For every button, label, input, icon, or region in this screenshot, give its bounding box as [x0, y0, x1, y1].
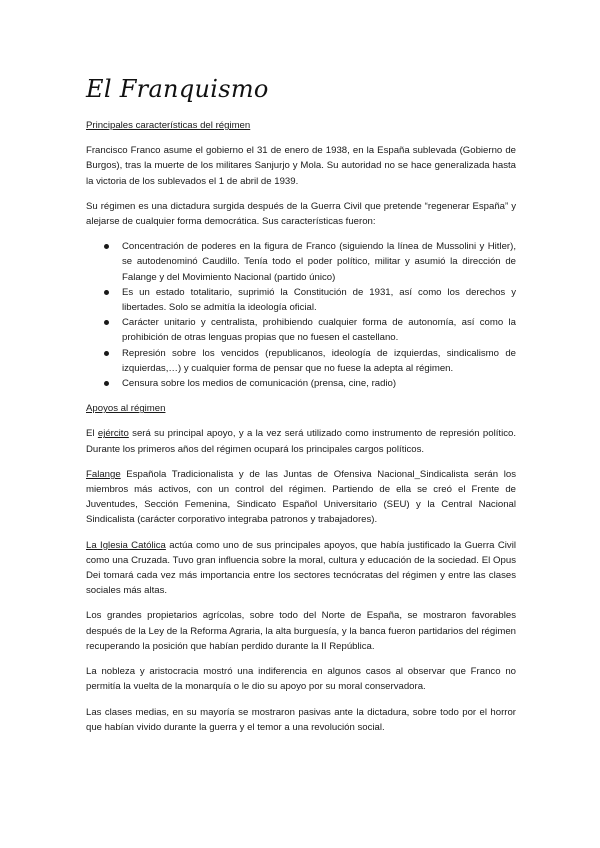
term-ejercito: ejército — [97, 428, 129, 440]
term-iglesia: La Iglesia Católica — [86, 539, 166, 551]
list-item: Carácter unitario y centralista, prohibiendo cualquier forma de autonomía, así como la prohibición de otras lenguas propias que no fuesen el castellano. — [122, 315, 516, 345]
section-heading-apoyos: Apoyos al régimen — [86, 403, 166, 415]
section-heading-caracteristicas: Principales características del régimen — [86, 120, 251, 131]
text-span: será su principal apoyo, y a la vez será utilizado como instrumento de represión político. Durante los primeros años del régimen ocupará los principales cargos políticos. — [86, 428, 516, 455]
document-title: El Franquismo — [86, 75, 269, 103]
paragraph-iglesia — [86, 538, 516, 599]
paragraph-ejercito — [86, 426, 516, 456]
list-item: Concentración de poderes en la figura de Franco (siguiendo la línea de Mussolini y Hitler), se autodenominó Caudillo. Tenía todo el poder político, militar y asumió la dirección de Falange y del Movimiento Nacional (partido único) — [122, 239, 516, 285]
document-body — [86, 118, 516, 745]
paragraph-propietarios: Los grandes propietarios agrícolas, sobre todo del Norte de España, se mostraron favorables después de la Ley de la Reforma Agraria, la alta burguesía, y la banca fueron partidarios del régimen recuperando la posición que habían perdido durante la II República. — [86, 610, 516, 652]
list-item: Censura sobre los medios de comunicación (prensa, cine, radio) — [122, 376, 516, 391]
list-item: Represión sobre los vencidos (republicanos, ideología de izquierdas, sindicalismo de izquierdas,…) y cualquier forma de pensar que no fuese la adepta al régimen. — [122, 346, 516, 376]
text-span: Española Tradicionalista y de las Juntas de Ofensiva Nacional_Sindicalista serán los miembros más activos, con un control del régimen. Partiendo de ella se creó el Frente de Juventudes, Sección Femenina, Sindicato Español Universitario (SEU) y la Central Nacional Sindicalista (carácter corporativo integraba patronos y trabajadores). — [86, 468, 516, 526]
paragraph-falange — [86, 467, 516, 528]
paragraph-dictadura: Su régimen es una dictadura surgida después de la Guerra Civil que pretende “regenerar España” y alejarse de cualquier forma democrática. Sus características fueron: — [86, 200, 516, 228]
paragraph-clases-medias: Las clases medias, en su mayoría se mostraron pasivas ante la dictadura, sobre todo por el horror que habían vivido durante la guerra y el temor a una revolución social. — [86, 706, 516, 733]
text-span: El — [86, 428, 98, 440]
paragraph-franco-gobierno: Francisco Franco asume el gobierno el 31 de enero de 1938, en la España sublevada (Gobierno de Burgos), tras la muerte de los militares Sanjurjo y Mola. Su autoridad no se hace generalizada hasta la victoria de los sublevados el 1 de abril de 1939. — [86, 145, 516, 187]
term-falange: Falange — [86, 468, 121, 480]
paragraph-nobleza: La nobleza y aristocracia mostró una indiferencia en algunos casos al observar que Franco no permitía la vuelta de la monarquía o le dio su apoyo por su moral conservadora. — [86, 666, 516, 693]
list-item: Es un estado totalitario, suprimió la Constitución de 1931, así como los derechos y libertades. Solo se admitía la ideología oficial. — [122, 285, 516, 315]
characteristics-list — [86, 239, 516, 391]
text-span: actúa como uno de sus principales apoyos, que había justificado la Guerra Civil como una Cruzada. Tuvo gran influencia sobre la moral, cultura y educación de la sociedad. El Opus Dei tomará cada vez más importancia entre los sectores tecnócratas del régimen y entre las clases sociales más altas. — [86, 539, 516, 597]
